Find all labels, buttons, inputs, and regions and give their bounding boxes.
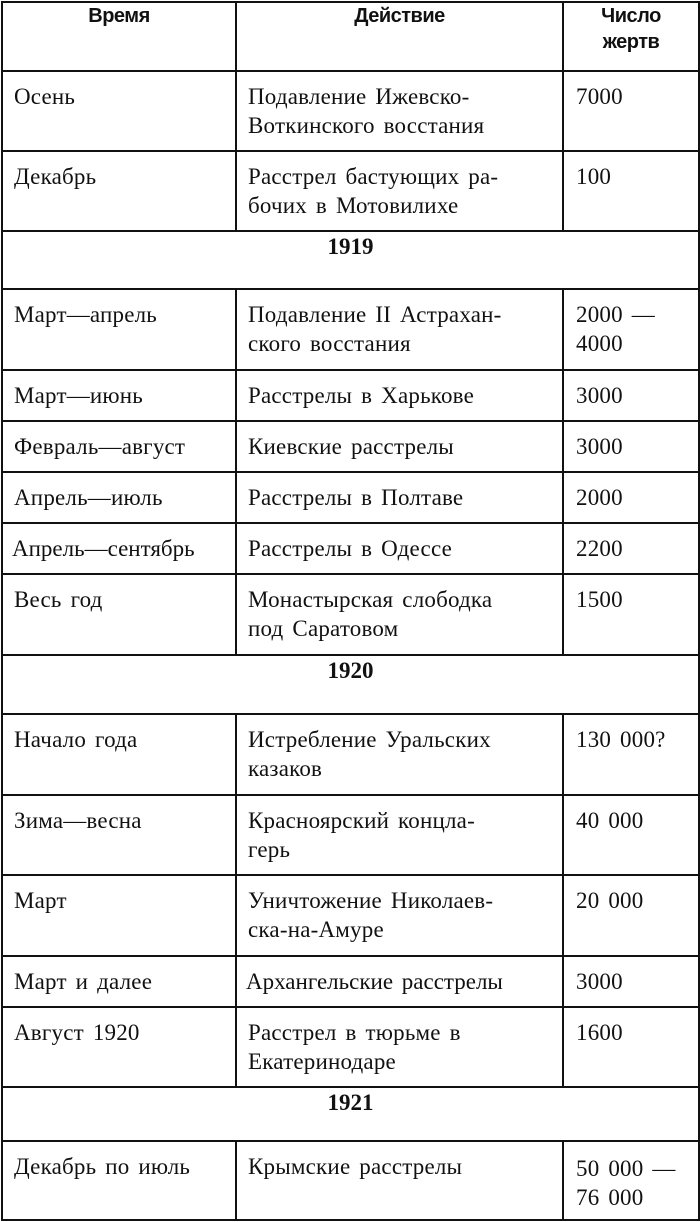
count-cell: 130 000? (563, 714, 699, 795)
count-cell: 40 000 (563, 795, 699, 875)
time-cell: Весь год (2, 574, 236, 655)
time-cell: Начало года (2, 714, 236, 795)
time-cell: Март (2, 875, 236, 956)
action-cell: Уничтожение Николаев- ска-на-Амуре (236, 875, 563, 956)
header-time: Время (2, 2, 236, 71)
count-cell: 1500 (563, 574, 699, 655)
header-row (2, 2, 699, 71)
victims-table (1, 1, 700, 1221)
action-cell: Расстрел в тюрьме в Екатеринодаре (236, 1007, 563, 1087)
table-row (2, 151, 699, 231)
action-cell: Расстрелы в Полтаве (236, 472, 563, 523)
year-row (2, 655, 699, 714)
time-cell: Осень (2, 71, 236, 151)
action-cell: Расстрел бастующих ра- бочих в Мотовилихе (236, 151, 563, 231)
action-cell: Монастырская слободка под Саратовом (236, 574, 563, 655)
count-cell: 1600 (563, 1007, 699, 1087)
year-row (2, 1087, 699, 1141)
action-cell: Подавление II Астрахан- ского восстания (236, 289, 563, 370)
table-row (2, 421, 699, 472)
table-row (2, 289, 699, 370)
year-row (2, 231, 699, 289)
action-cell: Архангельские расстрелы (236, 956, 563, 1007)
time-cell: Апрель—сентябрь (2, 523, 236, 574)
count-cell: 2000 — 4000 (563, 289, 699, 370)
table-row (2, 956, 699, 1007)
time-cell: Август 1920 (2, 1007, 236, 1087)
action-cell: Расстрелы в Харькове (236, 370, 563, 421)
table-row (2, 370, 699, 421)
action-cell: Киевские расстрелы (236, 421, 563, 472)
table-row (2, 1141, 699, 1220)
count-cell: 50 000 — 76 000 (563, 1141, 699, 1220)
time-cell: Декабрь (2, 151, 236, 231)
table-row (2, 1007, 699, 1087)
time-cell: Март и далее (2, 956, 236, 1007)
time-cell: Март—апрель (2, 289, 236, 370)
time-cell: Март—июнь (2, 370, 236, 421)
count-cell: 3000 (563, 421, 699, 472)
count-cell: 7000 (563, 71, 699, 151)
table-row (2, 795, 699, 875)
header-victims-count: Число жертв (563, 2, 699, 71)
action-cell: Красноярский концла- герь (236, 795, 563, 875)
year-heading: 1919 (2, 231, 699, 289)
time-cell: Февраль—август (2, 421, 236, 472)
action-cell: Расстрелы в Одессе (236, 523, 563, 574)
year-heading: 1920 (2, 655, 699, 714)
action-cell: Подавление Ижевско- Воткинского восстания (236, 71, 563, 151)
time-cell: Зима—весна (2, 795, 236, 875)
table-row (2, 574, 699, 655)
table-row (2, 714, 699, 795)
table-row (2, 472, 699, 523)
time-cell: Апрель—июль (2, 472, 236, 523)
table-row (2, 523, 699, 574)
header-action: Действие (236, 2, 563, 71)
action-cell: Истребление Уральских казаков (236, 714, 563, 795)
year-heading: 1921 (2, 1087, 699, 1141)
time-cell: Декабрь по июль (2, 1141, 236, 1220)
count-cell: 3000 (563, 956, 699, 1007)
count-cell: 2000 (563, 472, 699, 523)
count-cell: 20 000 (563, 875, 699, 956)
count-cell: 3000 (563, 370, 699, 421)
count-cell: 100 (563, 151, 699, 231)
table-row (2, 71, 699, 151)
action-cell: Крымские расстрелы (236, 1141, 563, 1220)
table-row (2, 875, 699, 956)
count-cell: 2200 (563, 523, 699, 574)
